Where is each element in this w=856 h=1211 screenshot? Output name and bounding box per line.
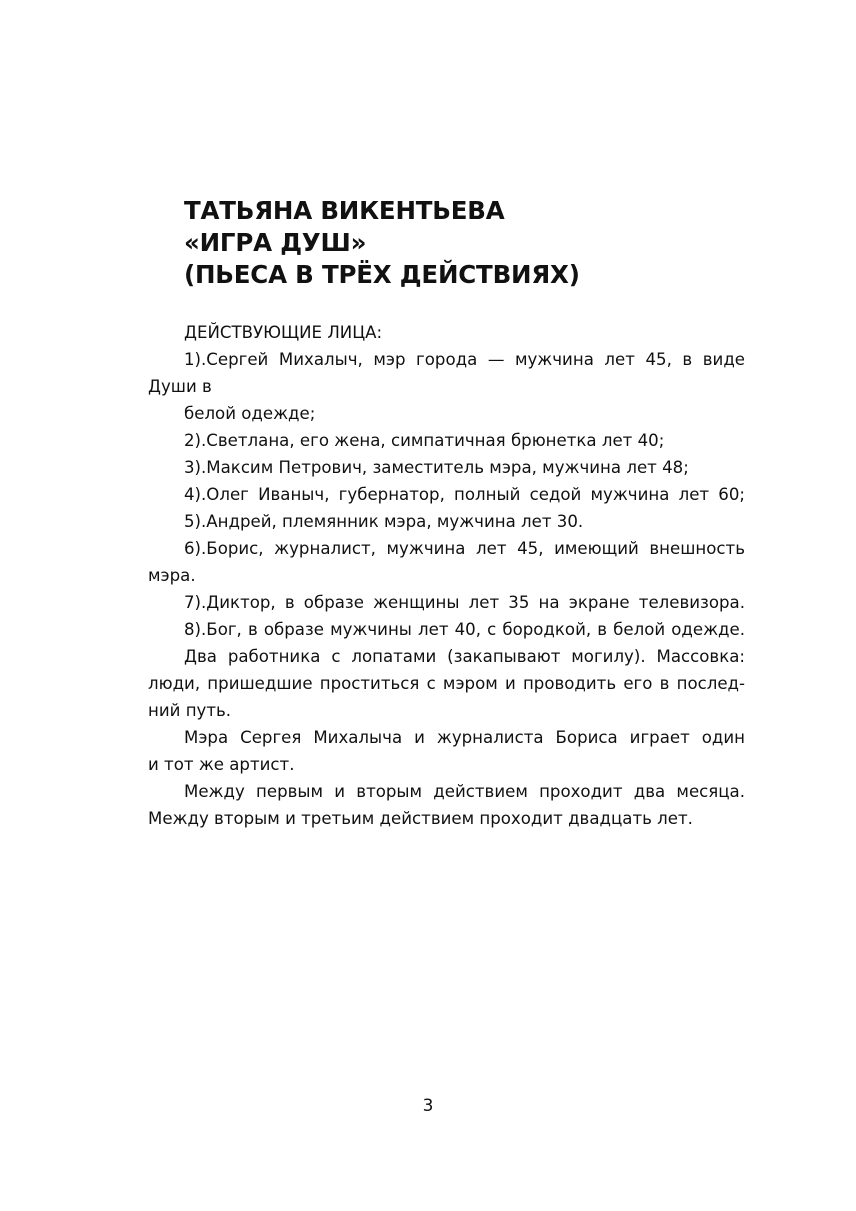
note-line: и тот же артист. bbox=[148, 755, 295, 774]
note-line: ний путь. bbox=[148, 701, 232, 720]
cast-item-5: 5).Андрей, племянник мэра, мужчина лет 30. bbox=[184, 512, 584, 531]
body-text bbox=[148, 319, 745, 832]
cast-item-7: 7).Диктор, в образе женщины лет 35 на экране телевизора. bbox=[184, 593, 745, 612]
cast-item-1-continuation: белой одежде; bbox=[184, 404, 316, 423]
cast-item-4: 4).Олег Иваныч, губернатор, полный седой мужчина лет 60; bbox=[184, 485, 745, 504]
page-number: 3 bbox=[422, 1096, 434, 1116]
cast-item-6: 6).Борис, журналист, мужчина лет 45, имеющий внешность bbox=[184, 539, 745, 558]
note-line: Между вторым и третьим действием проходит двадцать лет. bbox=[148, 809, 693, 828]
cast-item-2: 2).Светлана, его жена, симпатичная брюнетка лет 40; bbox=[184, 431, 665, 450]
author-name: ТАТЬЯНА ВИКЕНТЬЕВА bbox=[184, 196, 505, 225]
play-title: «ИГРА ДУШ» bbox=[184, 228, 367, 257]
cast-item-6-continuation: мэра. bbox=[148, 566, 196, 585]
play-subtitle: (ПЬЕСА В ТРЁХ ДЕЙСТВИЯХ) bbox=[184, 260, 580, 289]
note-line: люди, пришедшие проститься с мэром и проводить его в послед- bbox=[148, 674, 745, 693]
cast-item-3: 3).Максим Петрович, заместитель мэра, мужчина лет 48; bbox=[184, 458, 689, 477]
title-block bbox=[184, 195, 764, 291]
cast-heading: ДЕЙСТВУЮЩИЕ ЛИЦА: bbox=[184, 323, 383, 342]
note-line: Два работника с лопатами (закапывают могилу). Массовка: bbox=[184, 647, 745, 666]
note-line: Мэра Сергея Михалыча и журналиста Бориса играет один bbox=[184, 728, 745, 747]
cast-item-1-continuation: Души в bbox=[148, 377, 212, 396]
cast-item-8: 8).Бог, в образе мужчины лет 40, с бородкой, в белой одежде. bbox=[184, 620, 745, 639]
cast-item-1: 1).Сергей Михалыч, мэр города — мужчина лет 45, в виде bbox=[184, 350, 745, 369]
note-line: Между первым и вторым действием проходит два месяца. bbox=[184, 782, 745, 801]
